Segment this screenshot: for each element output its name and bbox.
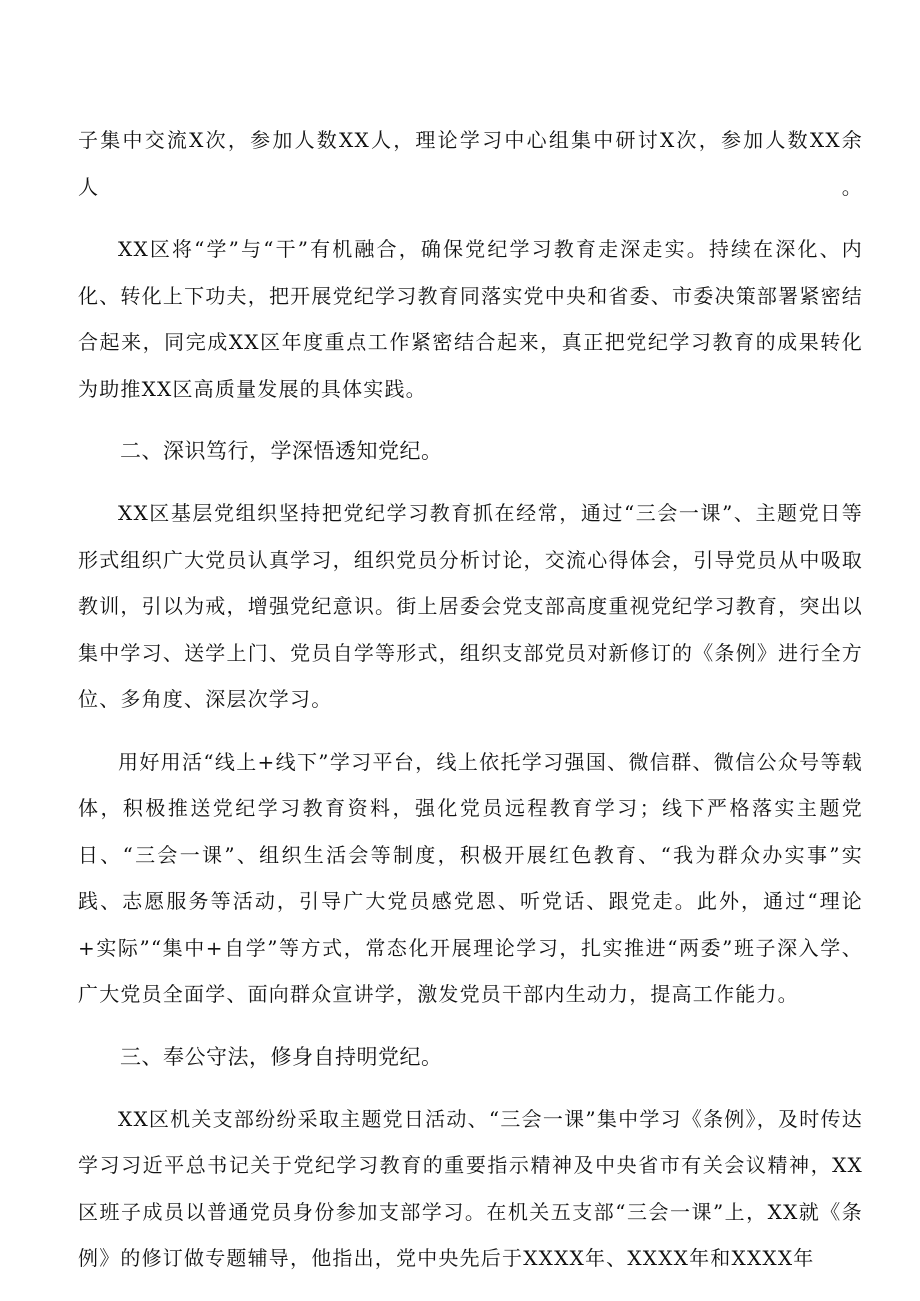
section-heading-two: 二、深识笃行，学深悟透知党纪。 <box>120 439 443 463</box>
section-heading-three: 三、奉公守法，修身自持明党纪。 <box>120 1044 443 1069</box>
paragraph-gap <box>78 1018 863 1034</box>
document-body <box>78 117 863 1282</box>
paragraph-integration: XX区将“学”与“干”有机融合，确保党纪学习教育走深走实。持续在深化、内化、转化上下功夫，把开展党纪学习教育同落实党中央和省委、市委决策部署紧密结合起来，同完成XX区年度重点工作紧密结合起来，真正把党纪学习教育的成果转化为助推XX区高质量发展的具体实践。 <box>78 237 863 401</box>
paragraph-gap <box>78 412 863 428</box>
paragraph-online-offline: 用好用活“线上+线下”学习平台，线上依托学习强国、微信群、微信公众号等载体，积极推送党纪学习教育资料，强化党员远程教育学习；线下严格落实主题党日、“三会一课”、组织生活会等制度，积极开展红色教育、“我为群众办实事”实践、志愿服务等活动，引导广大党员感党恩、听党话、跟党走。此外，通过“理论+实际”“集中+自学”等方式，常态化开展理论学习，扎实推进“两委”班子深入学、广大党员全面学、面向群众宣讲学，激发党员干部内生动力，提高工作能力。 <box>78 749 863 1006</box>
paragraph-gap <box>78 210 863 226</box>
paragraph-gap <box>78 723 863 739</box>
paragraph-gap <box>78 474 863 490</box>
paragraph-grassroots-study: XX区基层党组织坚持把党纪学习教育抓在经常，通过“三会一课”、主题党日等形式组织广大党员认真学习，组织党员分析讨论，交流心得体会，引导党员从中吸取教训，引以为戒，增强党纪意识。街上居委会党支部高度重视党纪学习教育，突出以集中学习、送学上门、党员自学等形式，组织支部党员对新修订的《条例》进行全方位、多角度、深层次学习。 <box>78 501 863 711</box>
paragraph-continuation: 子集中交流X次，参加人数XX人，理论学习中心组集中研讨X次，参加人数XX余人。 <box>78 128 863 199</box>
paragraph-gap <box>78 1080 863 1096</box>
paragraph-agency-branches: XX区机关支部纷纷采取主题党日活动、“三会一课”集中学习《条例》，及时传达学习习近平总书记关于党纪学习教育的重要指示精神及中央省市有关会议精神，XX区班子成员以普通党员身份参加支部学习。在机关五支部“三会一课”上，XX就《条例》的修订做专题辅导，他指出，党中央先后于XXXX年、XXXX年和XXXX年 <box>78 1106 863 1270</box>
